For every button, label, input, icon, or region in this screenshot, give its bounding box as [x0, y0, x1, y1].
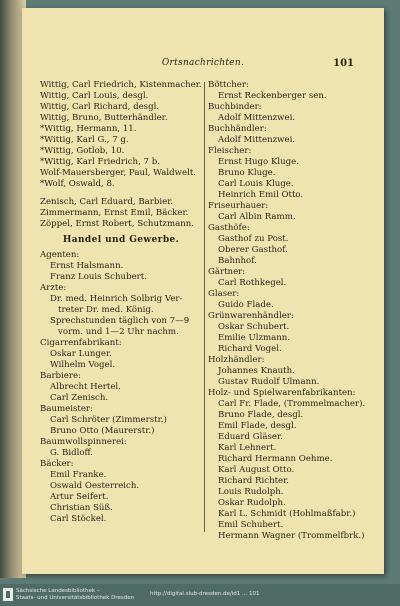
list-item: *Wittig, Gotlob, 10.: [40, 146, 125, 156]
category-heading: Böttcher:: [208, 80, 249, 90]
list-item: Oskar Schubert.: [218, 322, 290, 332]
list-item: Emil Flade, desgl.: [218, 421, 297, 431]
list-item: Richard Vogel.: [218, 344, 282, 354]
list-item: vorm. und 1—2 Uhr nachm.: [58, 327, 179, 337]
resident-list-top: [40, 80, 202, 190]
category-heading: Buchhändler:: [208, 124, 267, 134]
library-credit: [16, 588, 136, 602]
list-item: Carl Fr. Flade, (Trommelmacher).: [218, 399, 366, 409]
list-item: *Wittig, Karl Friedrich, 7 b.: [40, 157, 160, 167]
list-item: *Wittig, Karl G., 7 g.: [40, 135, 129, 145]
category-heading: Gasthöfe:: [208, 223, 250, 233]
list-item: Heinrich Emil Otto.: [218, 190, 304, 200]
document-page: [22, 8, 384, 574]
library-credit-line: Sächsische Landesbibliothek –: [16, 588, 100, 594]
category-heading: Grünwarenhändler:: [208, 311, 294, 321]
list-item: Adolf Mittenzwei.: [218, 113, 296, 123]
category-heading: Gärtner:: [208, 267, 246, 277]
category-heading: Barbiere:: [40, 371, 81, 381]
category-heading: Fleischer:: [208, 146, 252, 156]
category-heading: Baumwollspinnerei:: [40, 437, 127, 447]
category-heading: Agenten:: [40, 250, 80, 260]
list-item: *Wolf, Oswald, 8.: [40, 179, 115, 189]
viewer-footer: [0, 584, 400, 606]
category-heading: Holzhändler:: [208, 355, 265, 365]
list-item: Johannes Knauth.: [218, 366, 295, 376]
list-item: Christian Süß.: [50, 503, 113, 513]
page-number: 101: [333, 58, 354, 69]
list-item: Ernst Hugo Kluge.: [218, 157, 299, 167]
list-item: Dr. med. Heinrich Solbrig Ver-: [50, 294, 183, 304]
list-item: Bruno Otto (Maurerstr.): [50, 426, 155, 436]
list-item: Guido Flade.: [218, 300, 274, 310]
list-item: Oberer Gasthof.: [218, 245, 288, 255]
page-header: [22, 58, 384, 74]
list-item: Ernst Reckenberger sen.: [218, 91, 327, 101]
list-item: Wittig, Carl Richard, desgl.: [40, 102, 160, 112]
list-item: Wilhelm Vogel.: [50, 360, 116, 370]
category-heading: Bäcker:: [40, 459, 74, 469]
list-item: Wittig, Carl Friedrich, Kistenmacher.: [40, 80, 202, 90]
list-item: Franz Louis Schubert.: [50, 272, 147, 282]
category-heading: Buchbinder:: [208, 102, 262, 112]
list-item: Eduard Gläser.: [218, 432, 283, 442]
permalink[interactable]: http://digital.slub-dresden.de/id1 ... 101: [150, 591, 260, 597]
category-heading: Friseurhauer:: [208, 201, 269, 211]
list-item: Karl L. Schmidt (Hohlmaßfabr.): [218, 509, 356, 519]
list-item: Louis Rudolph.: [218, 487, 284, 497]
list-item: Bruno Flade, desgl.: [218, 410, 304, 420]
column-divider: [204, 82, 205, 532]
list-item: Richard Hermann Oehme.: [218, 454, 333, 464]
category-heading: Holz- und Spielwarenfabrikanten:: [208, 388, 356, 398]
list-item: Oskar Lunger.: [50, 349, 112, 359]
list-item: Artur Seifert.: [50, 492, 109, 502]
section-title: Handel und Gewerbe.: [62, 235, 180, 245]
library-credit-line: Staats- und Universitätsbibliothek Dresden: [16, 595, 135, 601]
list-item: Oskar Rudolph.: [218, 498, 286, 508]
list-item: Carl Rothkegel.: [218, 278, 287, 288]
list-item: treter Dr. med. König.: [58, 305, 154, 315]
list-item: Gasthof zu Post.: [218, 234, 289, 244]
list-item: Albrecht Hertel.: [50, 382, 121, 392]
list-item: Emil Schubert.: [218, 520, 284, 530]
list-item: Richard Richter.: [218, 476, 290, 486]
list-item: Wolf-Mauersberger, Paul, Waldwelt.: [40, 168, 197, 178]
list-item: Zenisch, Carl Eduard, Barbier.: [40, 197, 174, 207]
category-heading: Baumeister:: [40, 404, 93, 414]
list-item: Hermann Wagner (Trommelfbrk.): [218, 531, 365, 541]
category-heading: Cigarrenfabrikant:: [40, 338, 122, 348]
right-column: [208, 80, 378, 542]
list-item: Emilie Ulzmann.: [218, 333, 291, 343]
left-column: [40, 80, 202, 525]
list-item: Emil Franke.: [50, 470, 107, 480]
list-item: Carl Stöckel.: [50, 514, 107, 524]
list-item: Carl Louis Kluge.: [218, 179, 294, 189]
list-item: Adolf Mittenzwei.: [218, 135, 296, 145]
list-item: G. Bidloff.: [50, 448, 94, 458]
list-item: Wittig, Bruno, Butterhändler.: [40, 113, 168, 123]
list-item: Gustav Rudolf Ulmann.: [218, 377, 320, 387]
list-item: Zimmermann, Ernst Emil, Bäcker.: [40, 208, 189, 218]
list-item: Zöppel, Ernst Robert, Schutzmann.: [40, 219, 195, 229]
category-heading: Glaser:: [208, 289, 240, 299]
list-item: Karl August Otto.: [218, 465, 295, 475]
list-item: Carl Schröter (Zimmerstr.): [50, 415, 167, 425]
list-item: Bahnhof.: [218, 256, 257, 266]
list-item: Ernst Halsmann.: [50, 261, 124, 271]
category-heading: Ärzte:: [40, 283, 67, 293]
resident-list-z: [40, 197, 202, 230]
list-item: Sprechstunden täglich von 7—9: [50, 316, 190, 326]
list-item: Carl Zenisch.: [50, 393, 109, 403]
list-item: Wittig, Carl Louis, desgl.: [40, 91, 149, 101]
list-item: *Wittig, Hermann, 11.: [40, 124, 137, 134]
library-logo-icon: [3, 588, 13, 601]
list-item: Oswald Oesterreich.: [50, 481, 140, 491]
running-title: Ortsnachrichten.: [161, 58, 245, 68]
list-item: Karl Lehnert.: [218, 443, 277, 453]
list-item: Carl Albin Ramm.: [218, 212, 296, 222]
list-item: Bruno Kluge.: [218, 168, 276, 178]
